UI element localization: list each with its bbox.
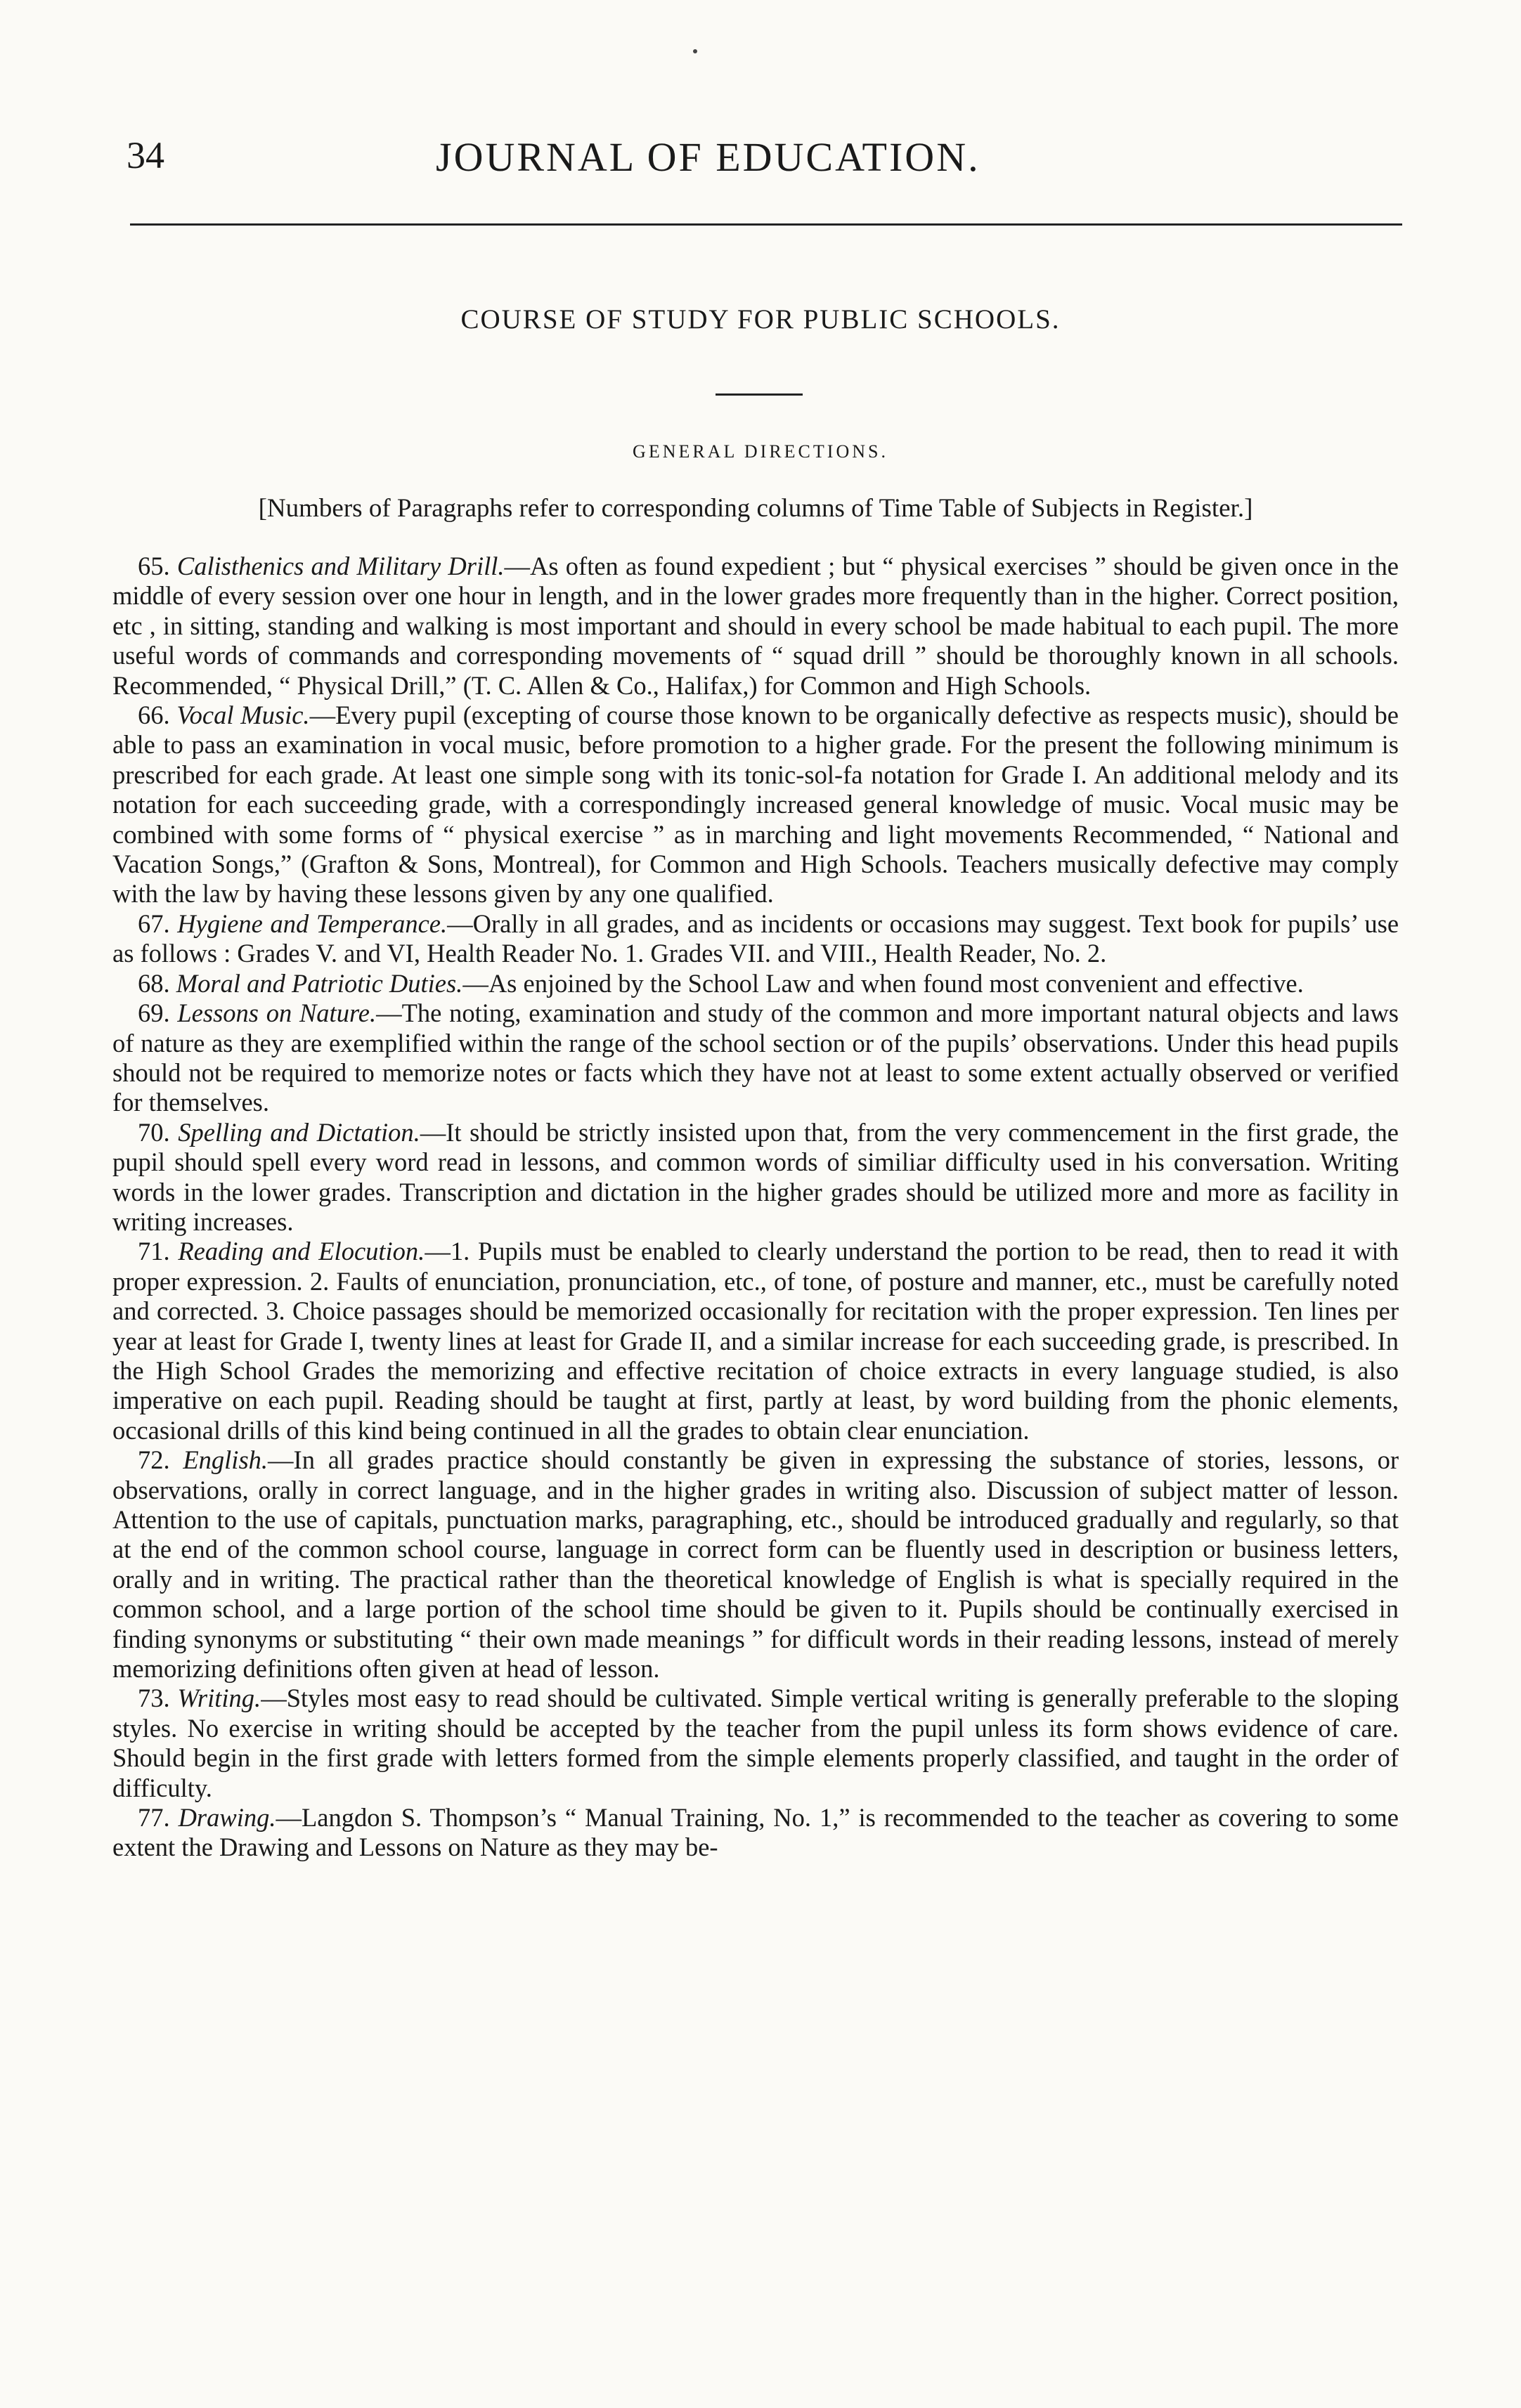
paragraph-number: 65. [138, 552, 170, 580]
paragraph-number: 72. [138, 1445, 170, 1475]
paragraph-text: —As often as found expedient ; but “ physical exercises ” should be given once in the middle of every session over one hour in length, and in the lower grades more frequently than in the higher. Correct position, etc , in sitting, standing and walking is most important and should in every school be made habitual to each pupil. The more useful words of commands and corresponding movements of “ squad drill ” should be thoroughly known in all schools. Recommended, “ Physical Drill,” (T. C. Allen & Co., Halifax,) for Common and High Schools. [112, 552, 1399, 700]
paragraph-text: —1. Pupils must be enabled to clearly understand the portion to be read, then to read it with proper expression. 2. Faults of enunciation, pronunciation, etc., of tone, of posture and manner, etc., must be carefully noted and corrected. 3. Choice passages should be memorized occasionally for recitation with the proper expression. Ten lines per year at least for Grade I, twenty lines at least for Grade II, and a similar increase for each succeeding grade, is prescribed. In the High School Grades the memorizing and effective recitation of choice extracts in every language studied, is also imperative on each pupil. Reading should be taught at first, partly at least, by word building from the phonic elements, occasional drills of this kind being continued in all the grades to obtain clear enunciation. [112, 1237, 1399, 1445]
paragraph [112, 552, 1399, 701]
paragraph-title: Calisthenics and Military Drill. [176, 552, 505, 580]
paragraph-number: 69. [138, 998, 170, 1028]
paragraph-text: —Every pupil (excepting of course those known to be organically defective as respects music), should be able to pass an examination in vocal music, before promotion to a higher grade. For the present the following minimum is prescribed for each grade. At least one simple song with its tonic-sol-fa notation for Grade I. An additional melody and its notation for each succeeding grade, with a correspondingly increased general knowledge of music. Vocal music may be combined with some forms of “ physical exercise ” as in marching and light movements Recommended, “ National and Vacation Songs,” (Grafton & Sons, Montreal), for Common and High Schools. Teachers musically defective may comply with the law by having these lessons given by any one qualified. [112, 701, 1399, 909]
section-subtitle: GENERAL DIRECTIONS. [633, 441, 888, 462]
paragraph-number: 71. [138, 1237, 170, 1266]
header-rule [130, 223, 1402, 226]
paragraph-title: Reading and Elocution. [178, 1237, 425, 1266]
paragraph [112, 909, 1399, 969]
paragraph-text: —It should be strictly insisted upon that, from the very commencement in the first grade, the pupil should spell every word read in lessons, and common words of similiar difficulty used in his conversation. Writing words in the lower grades. Transcription and dictation in the higher grades should be utilized more and more as facility in writing increases. [112, 1117, 1399, 1236]
journal-title: JOURNAL OF EDUCATION. [436, 134, 980, 180]
paragraph-number: 77. [138, 1803, 170, 1833]
paragraph-text: —Styles most easy to read should be cultivated. Simple vertical writing is generally preferable to the sloping styles. No exercise in writing should be accepted by the teacher from the pupil unless its form shows evidence of care. Should begin in the first grade with letters formed from the simple elements properly classified, and taught in the order of difficulty. [112, 1684, 1399, 1802]
paragraph-text: —Langdon S. Thompson’s “ Manual Training, No. 1,” is recommended to the teacher as covering to some extent the Drawing and Lessons on Nature as they may be- [112, 1803, 1399, 1862]
paragraph-title: Writing. [177, 1684, 261, 1713]
article-body [112, 552, 1399, 1863]
bracketed-note: [Numbers of Paragraphs refer to corresponding columns of Time Table of Subjects in Register.] [258, 494, 1253, 523]
paragraph [112, 1803, 1399, 1863]
paragraph-title: Hygiene and Temperance. [177, 909, 448, 938]
paragraph-number: 67. [138, 909, 170, 938]
paragraph [112, 998, 1399, 1118]
paragraph-title: English. [183, 1445, 268, 1475]
page-header [127, 134, 1399, 190]
paragraph [112, 1237, 1399, 1445]
paragraph-text: —The noting, examination and study of the common and more important natural objects and laws of nature as they are exemplified within the range of the school section or of the pupils’ observations. Under this head pupils should not be required to memorize notes or facts which they have not at least to some extent actually observed or verified for themselves. [112, 998, 1399, 1117]
paragraph-number: 70. [138, 1117, 170, 1147]
page-number: 34 [127, 134, 164, 176]
ink-speck [693, 49, 697, 53]
paragraph-number: 66. [138, 701, 170, 730]
paragraph-text: —As enjoined by the School Law and when found most convenient and effective. [462, 968, 1304, 998]
paragraph [112, 1118, 1399, 1237]
paragraph [112, 969, 1399, 998]
paragraph [112, 1445, 1399, 1684]
paragraph-title: Spelling and Dictation. [178, 1117, 420, 1147]
paragraph-number: 73. [138, 1684, 170, 1713]
article-title: COURSE OF STUDY FOR PUBLIC SCHOOLS. [460, 304, 1061, 334]
paragraph-text: —Orally in all grades, and as incidents or occasions may suggest. Text book for pupils’ use as follows : Grades V. and VI, Health Reader No. 1. Grades VII. and VIII., Health Reader, No. 2. [112, 909, 1399, 968]
paragraph [112, 701, 1399, 909]
paragraph-title: Drawing. [178, 1803, 276, 1833]
paragraph [112, 1684, 1399, 1803]
paragraph-text: —In all grades practice should constantly be given in expressing the substance of stories, lessons, or observations, orally in correct language, and in the higher grades in writing also. Discussion of subject matter of lesson. Attention to the use of capitals, punctuation marks, paragraphing, etc., should be introduced gradually and regularly, so that at the end of the common school course, language in correct form can be fluently used in description or business letters, orally and in writing. The practical rather than the theoretical knowledge of English is what is specially required in the common school, and a large portion of the school time should be given to it. Pupils should be continually exercised in finding synonyms or substituting “ their own made meanings ” for difficult words in their reading lessons, instead of merely memorizing definitions often given at head of lesson. [112, 1445, 1399, 1684]
paragraph-title: Moral and Patriotic Duties. [176, 968, 463, 998]
title-rule [716, 393, 803, 396]
paragraph-number: 68. [138, 968, 170, 998]
paragraph-title: Lessons on Nature. [177, 998, 377, 1028]
paragraph-title: Vocal Music. [176, 701, 310, 730]
